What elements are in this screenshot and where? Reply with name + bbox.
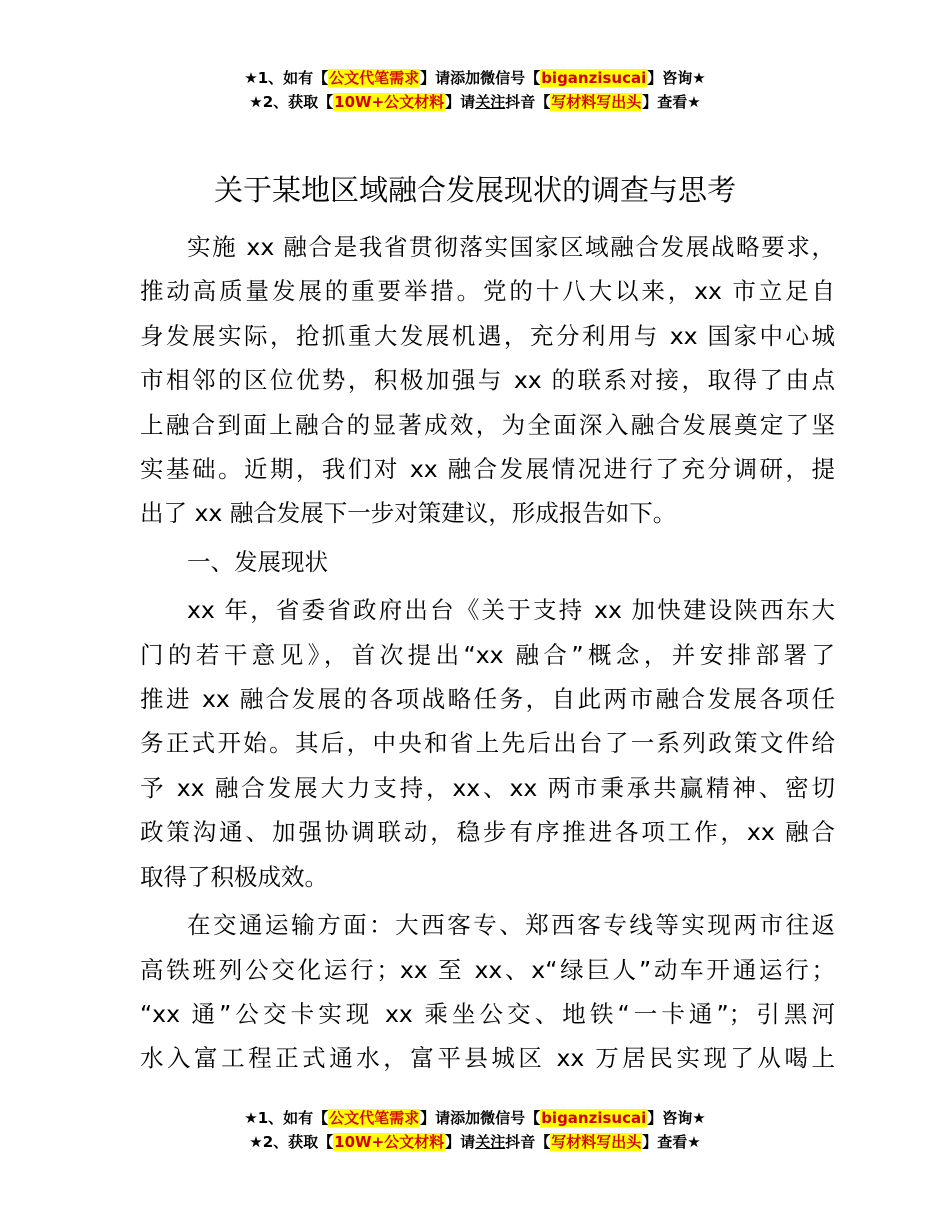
document-body: [140, 225, 835, 1081]
banner-wechat-id: biganzisucai: [541, 1109, 647, 1127]
banner-line-2: [0, 90, 950, 114]
banner-highlight: 公文代笔需求: [329, 1109, 420, 1127]
text-line: 实施 xx 融合是我省贯彻落实国家区域融合发展战略要求，: [187, 233, 835, 261]
banner-text: 1、如有【: [257, 1109, 329, 1127]
banner-text: 】查看: [642, 93, 688, 111]
text-line: 出了 xx 融合发展下一步对策建议，形成报告如下。: [140, 499, 677, 528]
banner-text: 】咨询: [647, 1109, 693, 1127]
banner-wechat-id: biganzisucai: [541, 69, 647, 87]
text-line: 水入富工程正式通水，富平县城区 xx 万居民实现了从喝上: [140, 1044, 835, 1073]
paragraph-status: [140, 588, 835, 899]
banner-line-1: [0, 66, 950, 90]
text-line: 实基础。近期，我们对 xx 融合发展情况进行了充分调研，提: [140, 455, 835, 484]
text-line: 上融合到面上融合的显著成效，为全面深入融合发展奠定了坚: [140, 410, 835, 439]
star-icon: ★: [244, 69, 258, 87]
banner-highlight: 写材料写出头: [551, 93, 642, 111]
banner-text: 抖音【: [505, 1133, 551, 1151]
banner-text: 】请: [445, 1133, 476, 1151]
text-line: 在交通运输方面：大西客专、郑西客专线等实现两市往返: [187, 911, 835, 940]
text-line: “xx 通”公交卡实现 xx 乘坐公交、地铁“一卡通”；引黑河: [140, 999, 835, 1028]
star-icon: ★: [249, 93, 263, 111]
banner-highlight: 10W+公文材料: [334, 1133, 445, 1151]
banner-text: 】请添加微信号【: [420, 1109, 541, 1127]
star-icon: ★: [692, 1109, 706, 1127]
banner-underlined: 关注: [475, 93, 506, 111]
text-line: 市相邻的区位优势，积极加强与 xx 的联系对接，取得了由点: [140, 366, 835, 395]
footer-banner: [0, 1106, 950, 1154]
text-line: 予 xx 融合发展大力支持，xx、xx 两市秉承共赢精神、密切: [140, 773, 835, 802]
banner-text: 2、获取【: [262, 93, 334, 111]
paragraph-intro: [140, 225, 835, 536]
banner-line-2: [0, 1130, 950, 1154]
star-icon: ★: [687, 1133, 701, 1151]
text-line: xx 年，省委省政府出台《关于支持 xx 加快建设陕西东大: [187, 596, 835, 625]
banner-highlight: 写材料写出头: [551, 1133, 642, 1151]
star-icon: ★: [244, 1109, 258, 1127]
text-line: 政策沟通、加强协调联动，稳步有序推进各项工作，xx 融合: [140, 818, 835, 847]
section-heading: [140, 540, 835, 584]
banner-highlight: 10W+公文材料: [334, 93, 445, 111]
paragraph-transport: [140, 903, 835, 1081]
banner-text: 2、获取【: [262, 1133, 334, 1151]
banner-text: 】查看: [642, 1133, 688, 1151]
document-title: 关于某地区域融合发展现状的调查与思考: [213, 173, 736, 207]
banner-text: 抖音【: [505, 93, 551, 111]
banner-text: 】请: [445, 93, 476, 111]
banner-text: 1、如有【: [257, 69, 329, 87]
banner-text: 】请添加微信号【: [420, 69, 541, 87]
header-banner: [0, 66, 950, 114]
text-line: 身发展实际，抢抓重大发展机遇，充分利用与 xx 国家中心城: [140, 321, 835, 350]
text-line: 务正式开始。其后，中央和省上先后出台了一系列政策文件给: [140, 729, 835, 758]
text-line: 高铁班列公交化运行；xx 至 xx、x“绿巨人”动车开通运行；: [140, 955, 835, 984]
text-line: 取得了积极成效。: [140, 862, 328, 891]
banner-underlined: 关注: [475, 1133, 506, 1151]
text-line: 门的若干意见》，首次提出“xx 融合”概念，并安排部署了: [140, 640, 835, 669]
banner-line-1: [0, 1106, 950, 1130]
star-icon: ★: [687, 93, 701, 111]
star-icon: ★: [692, 69, 706, 87]
text-line: 推动高质量发展的重要举措。党的十八大以来，xx 市立足自: [140, 277, 835, 306]
banner-text: 】咨询: [647, 69, 693, 87]
text-line: 推进 xx 融合发展的各项战略任务，自此两市融合发展各项任: [140, 685, 835, 714]
banner-highlight: 公文代笔需求: [329, 69, 420, 87]
text-line: 一、发展现状: [187, 547, 328, 576]
star-icon: ★: [249, 1133, 263, 1151]
